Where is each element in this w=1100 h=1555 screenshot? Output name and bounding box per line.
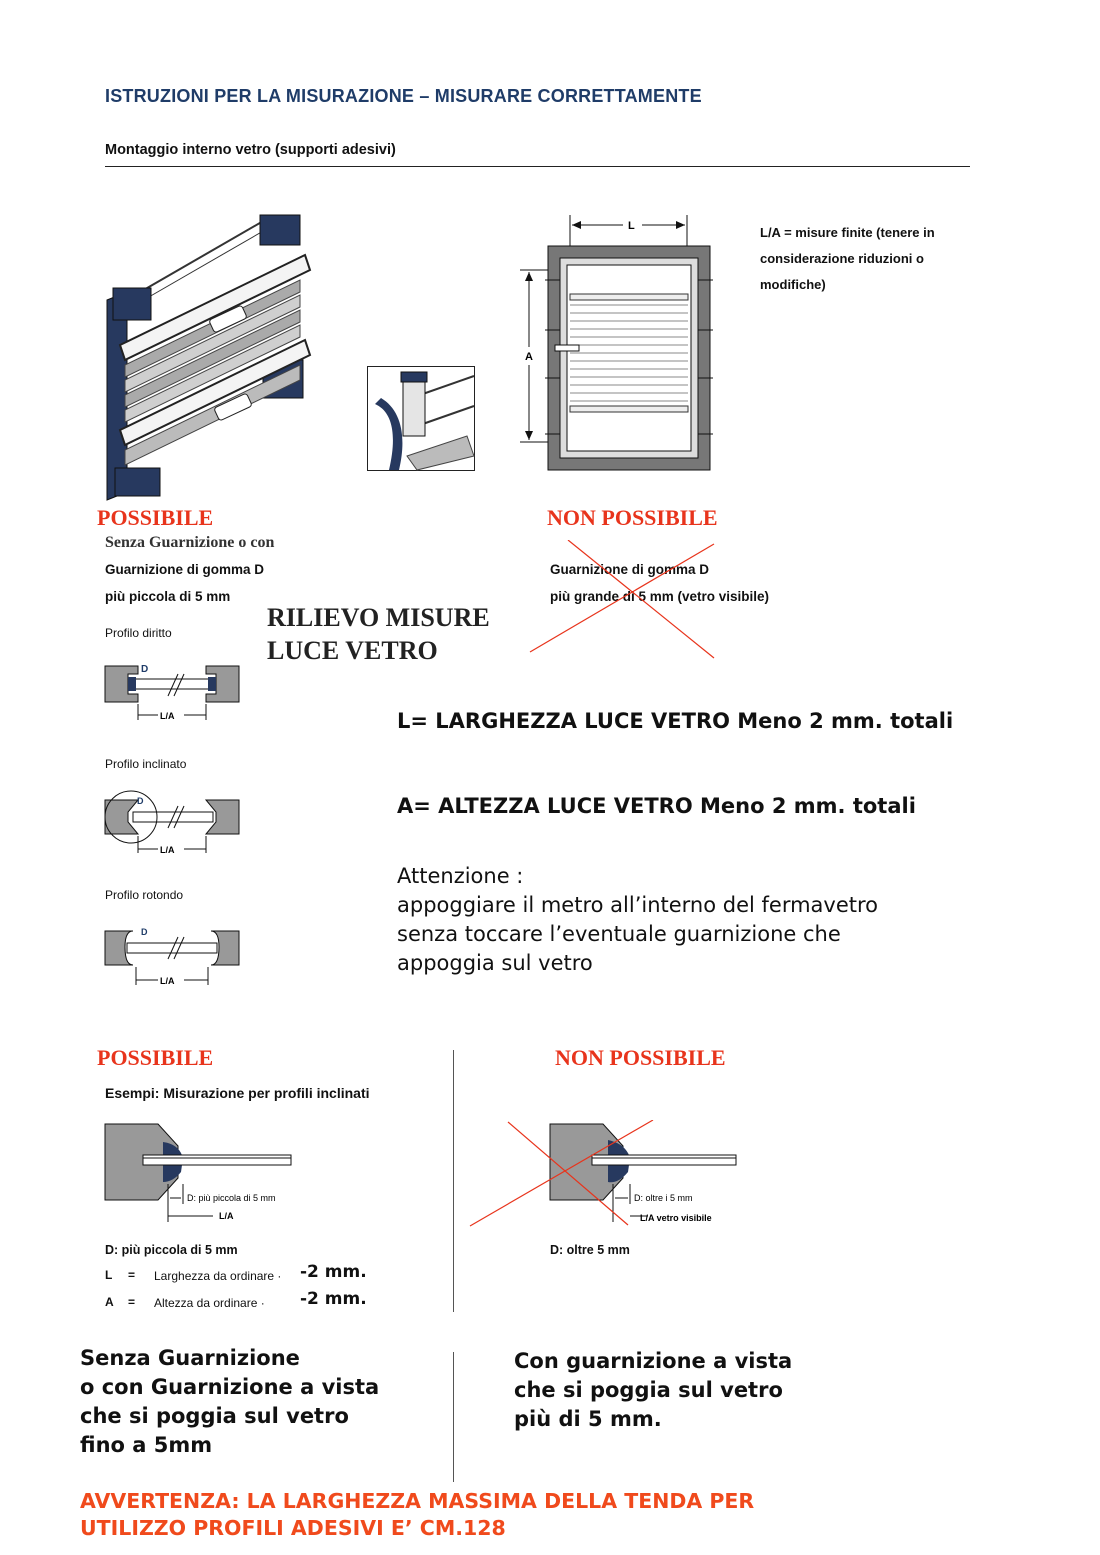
profile-inclined-label: Profilo inclinato <box>105 757 187 771</box>
section-divider <box>453 1050 454 1312</box>
left-condition-line2: Guarnizione di gomma D <box>105 562 265 577</box>
dimension-A-label: A <box>525 351 533 363</box>
rule-width: L= LARGHEZZA LUCE VETRO Meno 2 mm. totali <box>397 709 954 733</box>
example-possible-diagram <box>103 1122 313 1224</box>
warning-line1: AVVERTENZA: LA LARGHEZZA MASSIMA DELLA TENDA PER <box>80 1489 755 1513</box>
left-caption: D: più piccola di 5 mm <box>105 1243 238 1257</box>
row-value: -2 mm. <box>300 1262 367 1282</box>
rule-height: A= ALTEZZA LUCE VETRO Meno 2 mm. totali <box>397 794 916 818</box>
cross-out-mark <box>528 540 718 662</box>
row-key: A <box>105 1295 114 1309</box>
finished-size-note <box>760 220 935 298</box>
dimension-la-label: L/A <box>219 1211 234 1221</box>
measure-heading <box>267 601 490 667</box>
profile-straight-label: Profilo diritto <box>105 626 172 640</box>
dimension-d-label: D: oltre i 5 mm <box>634 1193 693 1203</box>
attention-line: appoggiare il metro all’interno del fermavetro <box>397 893 879 917</box>
example-title: Esempi: Misurazione per profili inclinati <box>105 1085 370 1101</box>
la-label: L/A <box>160 711 175 721</box>
attention-title: Attenzione : <box>397 864 524 888</box>
gasket-D-label: D <box>141 664 149 675</box>
summary-line: fino a 5mm <box>80 1433 213 1457</box>
order-row-width <box>105 1262 405 1284</box>
possible-label-2: POSSIBILE <box>97 1045 214 1070</box>
summary-line: Senza Guarnizione <box>80 1346 300 1370</box>
summary-line: che si poggia sul vetro <box>514 1378 783 1402</box>
row-text: Larghezza da ordinare · <box>154 1269 282 1283</box>
summary-line: Con guarnizione a vista <box>514 1349 793 1373</box>
order-row-height <box>105 1289 405 1311</box>
measure-heading-line2: LUCE VETRO <box>267 636 438 665</box>
not-possible-label: NON POSSIBILE <box>547 505 718 530</box>
summary-line: più di 5 mm. <box>514 1407 662 1431</box>
not-possible-label-2: NON POSSIBILE <box>555 1045 726 1070</box>
window-measure-diagram <box>515 210 720 475</box>
dimension-la-label: L/A vetro visibile <box>640 1213 712 1223</box>
summary-right <box>514 1347 792 1434</box>
warning-line2: UTILIZZO PROFILI ADESIVI E’ CM.128 <box>80 1516 506 1540</box>
row-value: -2 mm. <box>300 1289 367 1309</box>
row-equals: = <box>128 1268 136 1282</box>
example-not-possible-diagram <box>468 1120 738 1230</box>
right-caption: D: oltre 5 mm <box>550 1243 630 1257</box>
gasket-D-label: D <box>137 796 144 806</box>
possible-label: POSSIBILE <box>97 505 214 530</box>
header-divider <box>105 166 970 167</box>
la-label: L/A <box>160 976 175 986</box>
profile-round-diagram <box>103 925 243 987</box>
right-condition-line1: Guarnizione di gomma D <box>550 562 710 577</box>
row-equals: = <box>128 1295 136 1309</box>
summary-line: che si poggia sul vetro <box>80 1404 349 1428</box>
dimension-d-label: D: più piccola di 5 mm <box>187 1193 276 1203</box>
page-title: ISTRUZIONI PER LA MISURAZIONE – MISURARE CORRETTAMENTE <box>105 86 702 106</box>
note-line: L/A = misure finite (tenere in <box>760 225 935 240</box>
pleated-blind-illustration <box>95 200 325 505</box>
warning-note <box>80 1488 754 1542</box>
adhesive-support-detail <box>367 366 475 471</box>
note-line: modifiche) <box>760 277 826 292</box>
summary-line: o con Guarnizione a vista <box>80 1375 380 1399</box>
right-condition-line2: più grande di 5 mm (vetro visibile) <box>550 589 770 604</box>
attention-note <box>397 862 878 978</box>
la-label: L/A <box>160 845 175 855</box>
dimension-L-label: L <box>628 220 635 232</box>
summary-divider <box>453 1352 454 1482</box>
profile-round-label: Profilo rotondo <box>105 888 184 902</box>
row-text: Altezza da ordinare · <box>154 1296 265 1310</box>
row-key: L <box>105 1268 113 1282</box>
left-condition-line3: più piccola di 5 mm <box>105 589 231 604</box>
profile-straight-diagram <box>103 660 243 722</box>
gasket-D-label: D <box>141 927 148 937</box>
profile-inclined-diagram <box>103 790 243 855</box>
summary-left <box>80 1344 379 1460</box>
note-line: considerazione riduzioni o <box>760 251 924 266</box>
attention-line: senza toccare l’eventuale guarnizione che <box>397 922 841 946</box>
attention-line: appoggia sul vetro <box>397 951 593 975</box>
left-condition-line1: Senza Guarnizione o con <box>105 534 275 551</box>
page-subtitle: Montaggio interno vetro (supporti adesivi) <box>105 142 396 158</box>
measure-heading-line1: RILIEVO MISURE <box>267 603 490 632</box>
